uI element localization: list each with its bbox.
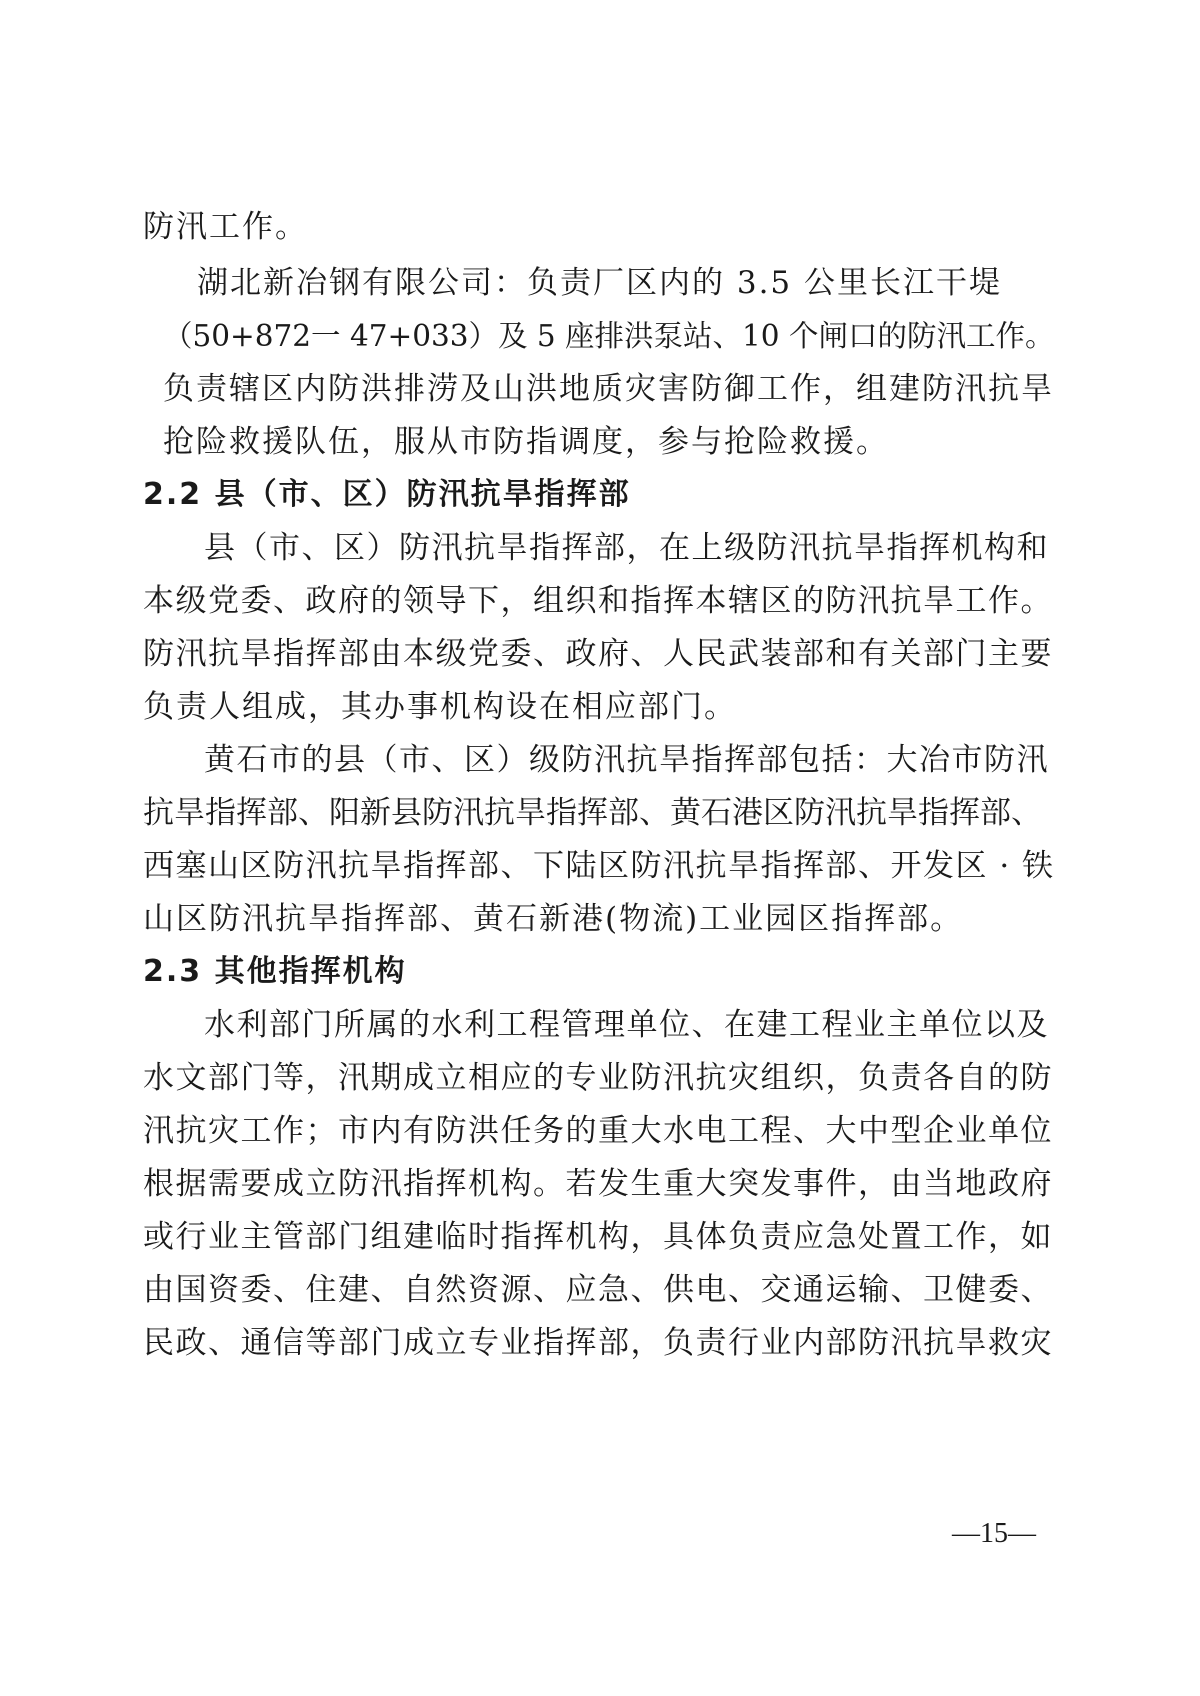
section-2-2-para1-line-3: 防汛抗旱指挥部由本级党委、政府、人民武装部和有关部门主要 <box>143 636 1053 672</box>
continuation-line: 防汛工作。 <box>143 209 308 245</box>
section-2-3-line-2: 水文部门等，汛期成立相应的专业防汛抗灾组织，负责各自的防 <box>143 1060 1053 1096</box>
section-2-2-para2-line-2: 抗旱指挥部、阳新县防汛抗旱指挥部、黄石港区防汛抗旱指挥部、 <box>143 795 1042 831</box>
section-2-3-line-5: 或行业主管部门组建临时指挥机构，具体负责应急处置工作，如 <box>143 1219 1053 1255</box>
section-heading-2-3: 2.3 其他指挥机构 <box>143 954 407 989</box>
xinyegang-line-3: 负责辖区内防洪排涝及山洪地质灾害防御工作，组建防汛抗旱 <box>163 371 1054 407</box>
xinyegang-line-4: 抢险救援队伍，服从市防指调度，参与抢险救援。 <box>163 424 889 460</box>
section-heading-2-2: 2.2 县（市、区）防汛抗旱指挥部 <box>143 477 631 512</box>
section-2-2-para2-line-4: 山区防汛抗旱指挥部、黄石新港(物流)工业园区指挥部。 <box>143 901 964 937</box>
xinyegang-line-2: （50+872一 47+033）及 5 座排洪泵站、10 个闸口的防汛工作。 <box>163 319 1055 353</box>
xinyegang-line-1: 湖北新冶钢有限公司：负责厂区内的 3.5 公里长江干堤 <box>197 265 1003 301</box>
section-2-3-line-7: 民政、通信等部门成立专业指挥部，负责行业内部防汛抗旱救灾 <box>143 1325 1053 1361</box>
page-number: —15— <box>952 1518 1036 1549</box>
section-2-3-line-6: 由国资委、住建、自然资源、应急、供电、交通运输、卫健委、 <box>143 1272 1053 1308</box>
section-2-3-line-1: 水利部门所属的水利工程管理单位、在建工程业主单位以及 <box>204 1007 1049 1043</box>
section-2-2-para2-line-1: 黄石市的县（市、区）级防汛抗旱指挥部包括：大冶市防汛 <box>204 742 1049 778</box>
section-2-2-para1-line-4: 负责人组成，其办事机构设在相应部门。 <box>143 689 737 725</box>
section-2-2-para1-line-1: 县（市、区）防汛抗旱指挥部，在上级防汛抗旱指挥机构和 <box>204 530 1049 566</box>
section-2-2-para2-line-3: 西塞山区防汛抗旱指挥部、下陆区防汛抗旱指挥部、开发区 · 铁 <box>143 848 1055 884</box>
section-2-3-line-4: 根据需要成立防汛指挥机构。若发生重大突发事件，由当地政府 <box>143 1166 1053 1202</box>
section-2-3-line-3: 汛抗灾工作；市内有防洪任务的重大水电工程、大中型企业单位 <box>143 1113 1053 1149</box>
section-2-2-para1-line-2: 本级党委、政府的领导下，组织和指挥本辖区的防汛抗旱工作。 <box>143 583 1053 619</box>
